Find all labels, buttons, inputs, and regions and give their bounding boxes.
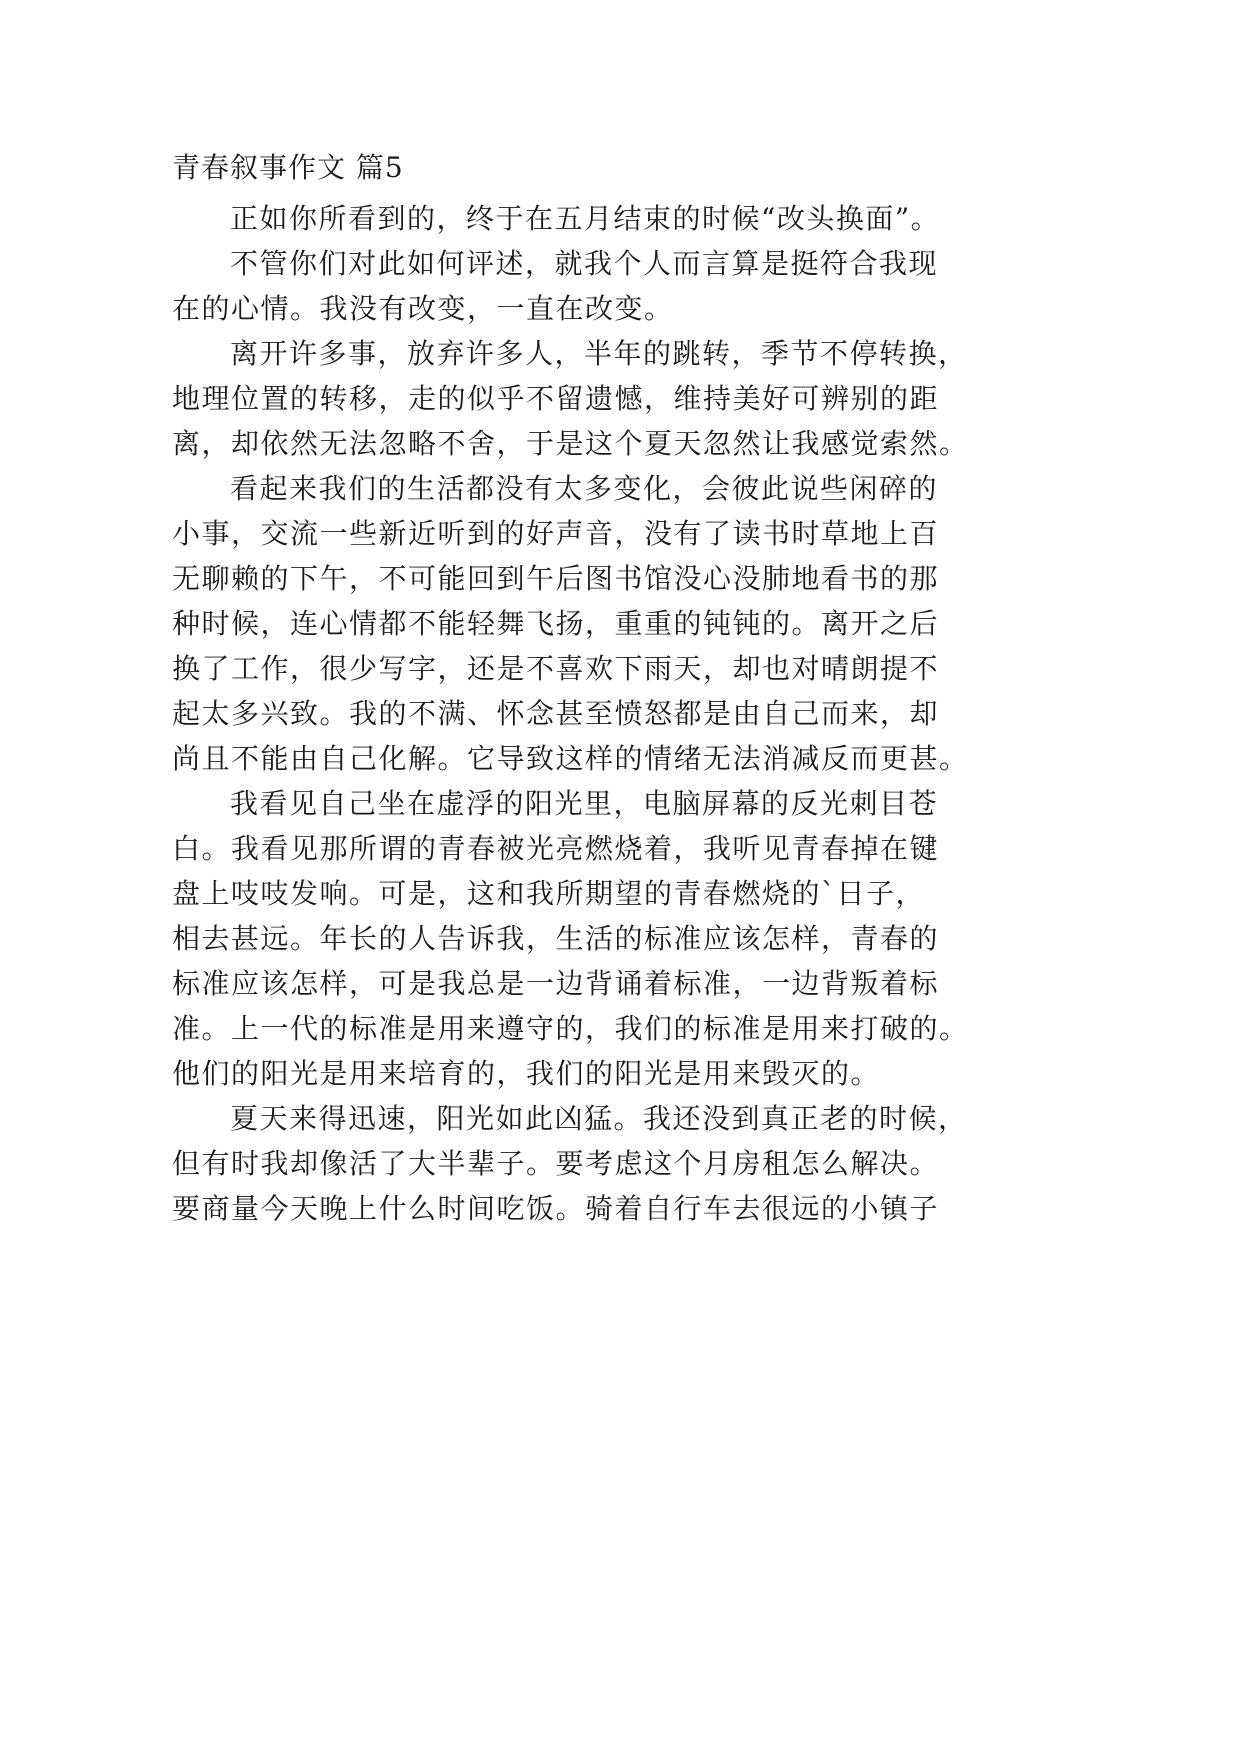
text-line: 盘上吱吱发响。可是，这和我所期望的青春燃烧的`日子，	[172, 877, 926, 910]
paragraph-3	[172, 331, 969, 466]
text-line: 相去甚远。年长的人告诉我，生活的标准应该怎样，青春的	[172, 922, 940, 955]
text-line: 白。我看见那所谓的青春被光亮燃烧着，我听见青春掉在键	[172, 832, 940, 865]
text-line: 换了工作，很少写字，还是不喜欢下雨天，却也对晴朗提不	[172, 652, 940, 685]
text-line: 标准应该怎样，可是我总是一边背诵着标准，一边背叛着标	[172, 967, 940, 1000]
text-line: 尚且不能由自己化解。它导致这样的情绪无法消减反而更甚。	[172, 742, 969, 775]
text-line: 离，却依然无法忽略不舍，于是这个夏天忽然让我感觉索然。	[172, 427, 969, 460]
text-line: 我看见自己坐在虚浮的阳光里，电脑屏幕的反光刺目苍	[230, 787, 939, 820]
text-line: 离开许多事，放弃许多人，半年的跳转，季节不停转换，	[230, 337, 968, 370]
text-line: 在的心情。我没有改变，一直在改变。	[172, 292, 674, 325]
text-line: 种时候，连心情都不能轻舞飞扬，重重的钝钝的。离开之后	[172, 607, 940, 640]
paragraph-2	[172, 241, 962, 331]
text-line: 地理位置的转移，走的似乎不留遗憾，维持美好可辨别的距	[172, 382, 940, 415]
text-line: 正如你所看到的，终于在五月结束的时候“改头换面”。	[230, 202, 941, 235]
paragraph-4	[172, 466, 969, 781]
text-line: 夏天来得迅速，阳光如此凶猛。我还没到真正老的时候，	[230, 1102, 968, 1135]
paragraph-1	[172, 196, 962, 241]
text-line: 不管你们对此如何评述，就我个人而言算是挺符合我现	[230, 247, 939, 280]
text-line: 准。上一代的标准是用来遵守的，我们的标准是用来打破的。	[172, 1012, 969, 1045]
text-line: 但有时我却像活了大半辈子。要考虑这个月房租怎么解决。	[172, 1147, 940, 1180]
text-line: 小事，交流一些新近听到的好声音，没有了读书时草地上百	[172, 517, 940, 550]
text-line: 看起来我们的生活都没有太多变化，会彼此说些闲碎的	[230, 472, 939, 505]
document-title: 青春叙事作文 篇5	[172, 151, 404, 184]
text-line: 他们的阳光是用来培育的，我们的阳光是用来毁灭的。	[172, 1057, 881, 1090]
text-line: 起太多兴致。我的不满、怀念甚至愤怒都是由自己而来，却	[172, 697, 940, 730]
paragraph-6	[172, 1096, 968, 1231]
text-line: 无聊赖的下午，不可能回到午后图书馆没心没肺地看书的那	[172, 562, 940, 595]
paragraph-5	[172, 781, 969, 1096]
text-line: 要商量今天晚上什么时间吃饭。骑着自行车去很远的小镇子	[172, 1192, 940, 1225]
document-body	[172, 151, 969, 1231]
